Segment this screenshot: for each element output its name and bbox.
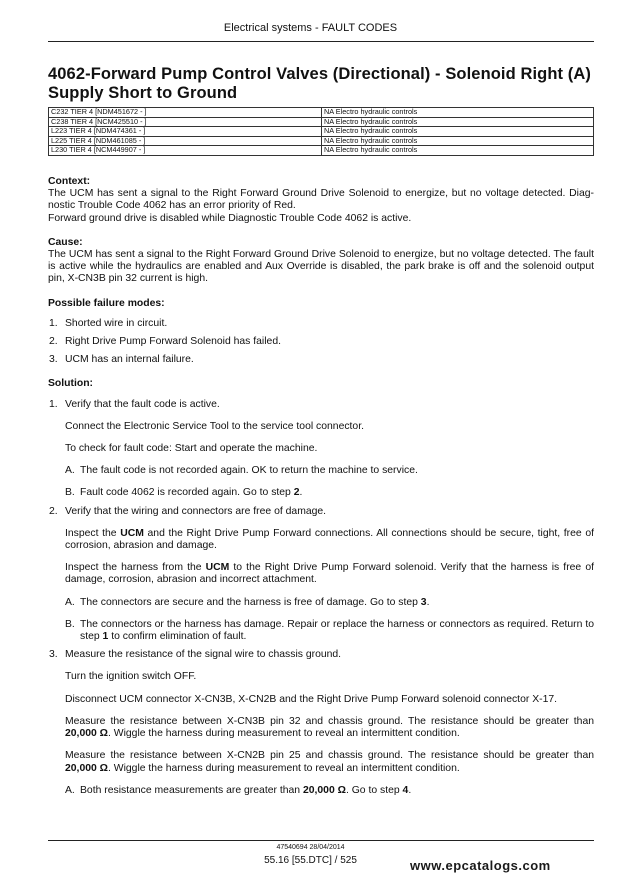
step-3-option-a: A. Both resistance measurements are greater than 20,000 Ω. Go to step 4.	[65, 784, 412, 796]
model-cell: L225 TIER 4 [NDM461085 - ]	[49, 136, 322, 146]
step-1-text: To check for fault code: Start and operate the machine.	[65, 443, 318, 455]
model-table	[48, 107, 594, 156]
step-3-text: Disconnect UCM connector X-CN3B, X-CN2B and the Right Drive Pump Forward solenoid connector X-17.	[65, 693, 558, 705]
failure-item: 3. UCM has an internal failure.	[49, 354, 194, 366]
model-desc-cell: NA Electro hydraulic controls	[322, 117, 594, 127]
model-desc-cell: NA Electro hydraulic controls	[322, 136, 594, 146]
failure-heading: Possible failure modes:	[48, 297, 165, 309]
model-desc-cell: NA Electro hydraulic controls	[322, 108, 594, 118]
content	[48, 176, 594, 797]
context-text-2: Forward ground drive is disabled while Diagnostic Trouble Code 4062 is active.	[48, 212, 412, 224]
step-1-option-a: A. The fault code is not recorded again. OK to return the machine to service.	[65, 465, 418, 477]
page-header: Electrical systems - FAULT CODES	[223, 22, 398, 34]
model-desc-cell: NA Electro hydraulic controls	[322, 146, 594, 156]
step-2-option-a: A. The connectors are secure and the harness is free of damage. Go to step 3.	[65, 596, 430, 608]
cause-heading: Cause:	[48, 236, 83, 248]
step-3-text: Measure the resistance between X-CN2B pin 25 and chassis ground. The resistance should be greater than 20,000 Ω. Wiggle the harness during measurement to reveal an intermittent condition.	[65, 750, 594, 774]
solution-step-1: 1. Verify that the fault code is active.	[49, 398, 220, 410]
step-1-text: Connect the Electronic Service Tool to the service tool connector.	[65, 420, 364, 432]
model-cell: L230 TIER 4 [NCM449907 - ]	[49, 146, 322, 156]
context-text-1: The UCM has sent a signal to the Right Forward Ground Drive Solenoid to energize, but no voltage detected. Diag- nostic Trouble Code 4062 has an error priority of Red.	[48, 188, 594, 212]
model-cell: C232 TIER 4 [NDM451672 - ]	[49, 108, 322, 118]
model-desc-cell: NA Electro hydraulic controls	[322, 127, 594, 137]
page-title: 4062-Forward Pump Control Valves (Directional) - Solenoid Right (A) Supply Short to Ground	[48, 65, 592, 102]
footer-page-number: 55.16 [55.DTC] / 525	[264, 855, 357, 866]
step-1-option-b: B. Fault code 4062 is recorded again. Go to step 2.	[65, 487, 303, 499]
cause-text: The UCM has sent a signal to the Right Forward Ground Drive Solenoid to energize, but no voltage detected. The fault is active while the hydraulics are enabled and Aux Override is disabled, the park brake is off and the solenoid output pin, X-CN3B pin 32 current is high.	[48, 249, 594, 285]
model-cell: C238 TIER 4 [NCM425510 - ]	[49, 117, 322, 127]
model-row	[49, 108, 594, 118]
step-2-option-b: B. The connectors or the harness has damage. Repair or replace the harness or connectors as required. Return to step 1 to confirm elimination of fault.	[65, 618, 594, 643]
solution-step-2: 2. Verify that the wiring and connectors are free of damage.	[49, 505, 327, 517]
watermark: www.epcatalogs.com	[410, 858, 551, 873]
footer-doc-number: 47540694 28/04/2014	[276, 844, 345, 851]
failure-item: 2. Right Drive Pump Forward Solenoid has failed.	[49, 336, 281, 348]
model-row	[49, 127, 594, 137]
step-2-text: Inspect the harness from the UCM to the Right Drive Pump Forward solenoid. Verify that the harness is free of damage, corrosion, abrasion and incorrect attachment.	[65, 562, 594, 586]
model-row	[49, 146, 594, 156]
solution-heading: Solution:	[48, 378, 94, 390]
model-cell: L223 TIER 4 [NDM474361 - ]	[49, 127, 322, 137]
failure-item: 1. Shorted wire in circuit.	[49, 317, 168, 329]
step-3-text: Measure the resistance between X-CN3B pin 32 and chassis ground. The resistance should be greater than 20,000 Ω. Wiggle the harness during measurement to reveal an intermittent condition.	[65, 715, 594, 740]
step-3-text: Turn the ignition switch OFF.	[65, 671, 197, 683]
step-2-text: Inspect the UCM and the Right Drive Pump Forward connections. All connections should be secure, tight, free of corrosion, abrasion and damage.	[65, 527, 594, 552]
solution-step-3: 3. Measure the resistance of the signal wire to chassis ground.	[49, 649, 342, 661]
footer-rule	[48, 840, 594, 841]
header-rule	[48, 41, 594, 42]
context-heading: Context:	[48, 176, 91, 187]
